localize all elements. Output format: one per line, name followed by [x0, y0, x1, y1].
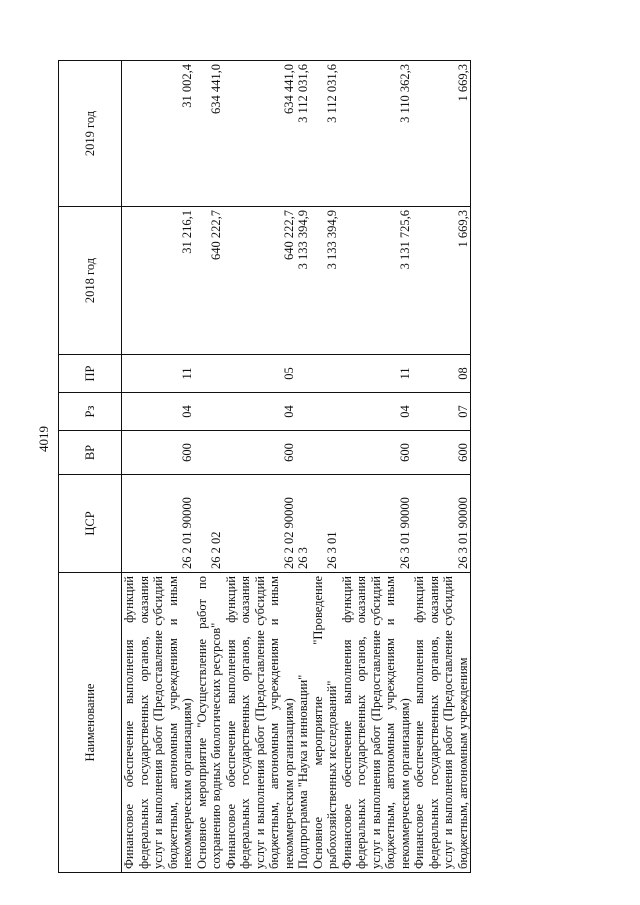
- row-pr: 11: [340, 355, 413, 393]
- header-csr: ЦСР: [59, 475, 122, 573]
- row-2019: 1 669,3: [412, 61, 471, 207]
- row-csr: 26 3 01 90000: [340, 475, 413, 573]
- table-row: [224, 61, 297, 873]
- row-csr: 26 2 02: [195, 475, 224, 573]
- row-2018: 31 216,1: [122, 207, 195, 355]
- row-name: Финансовое обеспечение выполнения функций федеральных государственных органов, оказания услуг и выполнения работ (Предоставление субсидий бюджетным, автономным учреждениям и иным некоммерческим организациям): [122, 573, 195, 873]
- header-2019: 2019 год: [59, 61, 122, 207]
- row-rz: [296, 393, 311, 431]
- header-rz: Рз: [59, 393, 122, 431]
- row-vr: 600: [224, 431, 297, 475]
- row-pr: 11: [122, 355, 195, 393]
- header-vr: ВР: [59, 431, 122, 475]
- row-pr: [195, 355, 224, 393]
- row-2018: 3 131 725,6: [340, 207, 413, 355]
- row-name: Основное мероприятие "Проведение рыбохозяйственных исследований": [311, 573, 340, 873]
- rotated-table-container: [58, 61, 593, 873]
- table-row: [122, 61, 195, 873]
- row-vr: [296, 431, 311, 475]
- header-name: Наименование: [59, 573, 122, 873]
- row-csr: 26 3 01 90000: [412, 475, 471, 573]
- row-2019: 634 441,0: [195, 61, 224, 207]
- table-row: [412, 61, 471, 873]
- row-vr: 600: [412, 431, 471, 475]
- row-name: Подпрограмма "Наука и инновации": [296, 573, 311, 873]
- row-rz: 04: [122, 393, 195, 431]
- row-2019: 3 110 362,3: [340, 61, 413, 207]
- row-vr: [311, 431, 340, 475]
- row-pr: [296, 355, 311, 393]
- row-name: Финансовое обеспечение выполнения функций федеральных государственных органов, оказания услуг и выполнения работ (Предоставление субсидий бюджетным, автономным учреждениям и иным некоммерческим организациям): [340, 573, 413, 873]
- row-2018: 3 133 394,9: [296, 207, 311, 355]
- row-rz: 04: [340, 393, 413, 431]
- row-2019: 634 441,0: [224, 61, 297, 207]
- table-row: [296, 61, 311, 873]
- page-number: 4019: [36, 426, 51, 452]
- row-pr: 05: [224, 355, 297, 393]
- row-rz: 04: [224, 393, 297, 431]
- row-csr: 26 3: [296, 475, 311, 573]
- row-rz: [311, 393, 340, 431]
- row-rz: 07: [412, 393, 471, 431]
- row-2018: 3 133 394,9: [311, 207, 340, 355]
- table-row: [311, 61, 340, 873]
- row-2018: 640 222,7: [224, 207, 297, 355]
- row-csr: 26 2 02 90000: [224, 475, 297, 573]
- budget-table: [58, 60, 471, 873]
- row-2019: 3 112 031,6: [311, 61, 340, 207]
- row-name: Основное мероприятие "Осуществление работ по сохранению водных биологических ресурсов": [195, 573, 224, 873]
- header-pr: ПР: [59, 355, 122, 393]
- row-2018: 1 669,3: [412, 207, 471, 355]
- header-2018: 2018 год: [59, 207, 122, 355]
- row-csr: 26 3 01: [311, 475, 340, 573]
- row-2018: 640 222,7: [195, 207, 224, 355]
- row-name: Финансовое обеспечение выполнения функций федеральных государственных органов, оказания услуг и выполнения работ (Предоставление субсидий бюджетным, автономным учреждениям: [412, 573, 471, 873]
- row-vr: 600: [340, 431, 413, 475]
- row-name: Финансовое обеспечение выполнения функций федеральных государственных органов, оказания услуг и выполнения работ (Предоставление субсидий бюджетным, автономным учреждениям и иным некоммерческим организациям): [224, 573, 297, 873]
- row-2019: 31 002,4: [122, 61, 195, 207]
- row-2019: 3 112 031,6: [296, 61, 311, 207]
- table-row: [340, 61, 413, 873]
- row-vr: 600: [122, 431, 195, 475]
- table-row: [195, 61, 224, 873]
- row-csr: 26 2 01 90000: [122, 475, 195, 573]
- row-pr: [311, 355, 340, 393]
- header-row: [59, 61, 122, 873]
- row-vr: [195, 431, 224, 475]
- row-pr: 08: [412, 355, 471, 393]
- row-rz: [195, 393, 224, 431]
